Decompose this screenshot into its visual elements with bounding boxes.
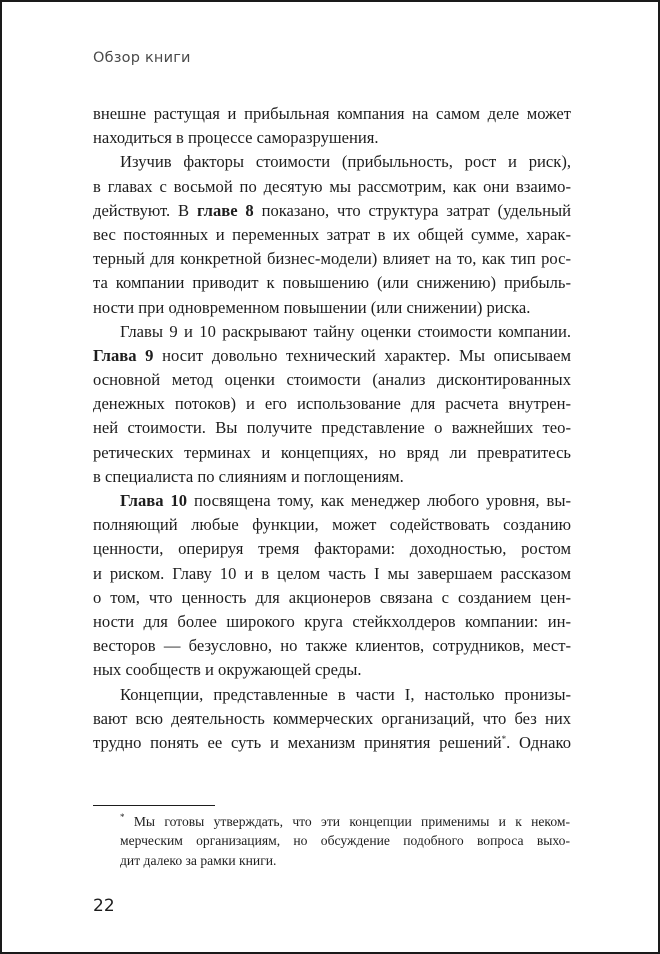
bold-chapter-ref: Глава 10 — [120, 491, 188, 510]
page-number: 22 — [93, 896, 115, 916]
text-line: находиться в процессе саморазрушения. — [93, 128, 379, 148]
bold-chapter-ref: Глава 9 — [93, 345, 154, 365]
text-line: ности при одновременном повышении (или снижении) риска. — [93, 297, 531, 317]
text-line: ных сообществ и окружающей среды. — [93, 660, 362, 680]
footnote-marker[interactable]: * — [501, 733, 507, 744]
footnote-line: мерческим организациям, но обсуждение подобного вопроса выхо- — [120, 833, 570, 849]
footnote-line — [120, 812, 570, 831]
running-head: Обзор книги — [93, 50, 191, 66]
text-line — [93, 344, 571, 368]
text-line: вают всю деятельность коммерческих организаций, что без них — [93, 708, 571, 728]
text-fragment: действуют. В — [93, 200, 197, 220]
text-line: терный для конкретной бизнес-модели) влияет на то, как тип рос- — [93, 249, 571, 269]
body-text — [93, 102, 571, 755]
footnote — [120, 812, 570, 870]
text-line: внешне растущая и прибыльная компания на самом деле может — [93, 104, 571, 123]
text-line: о том, что ценность для акционеров связана с созданием цен- — [93, 587, 571, 607]
text-line: весторов — безусловно, но также клиентов, сотрудников, мест- — [93, 636, 571, 656]
text-line: Изучив факторы стоимости (прибыльность, рост и риск), — [120, 152, 571, 172]
footnote-mark: * — [120, 812, 125, 822]
text-line — [93, 731, 571, 755]
text-line: полняющий любые функции, может содействовать созданию — [93, 515, 571, 535]
text-line: Главы 9 и 10 раскрывают тайну оценки стоимости компании. — [120, 321, 571, 341]
text-line: ретических терминах и концепциях, но вряд ли превратитесь — [93, 442, 571, 462]
text-fragment: посвящена тому, как менеджер любого уровня, вы- — [194, 491, 571, 510]
text-fragment: трудно понять ее суть и механизм принятия решений — [93, 732, 502, 752]
bold-chapter-ref: главе 8 — [196, 200, 254, 220]
text-line — [93, 489, 571, 513]
text-line — [93, 199, 571, 223]
text-fragment: показано, что структура затрат (удельный — [261, 200, 571, 220]
text-line: в главах с восьмой по десятую мы рассмотрим, как они взаимо- — [93, 176, 571, 196]
text-fragment: . Однако — [506, 732, 572, 752]
text-line: ценности, оперируя тремя факторами: доходностью, ростом — [93, 539, 571, 559]
text-line: Концепции, представленные в части I, настолько пронизы- — [120, 684, 571, 704]
text-fragment: носит довольно технический характер. Мы описываем — [162, 345, 572, 365]
text-line: вес постоянных и переменных затрат в их общей сумме, харак- — [93, 224, 571, 244]
text-line: и риском. Главу 10 и в целом часть I мы завершаем рассказом — [93, 563, 571, 583]
text-line: денежных потоков) и его использование для расчета внутрен- — [93, 394, 571, 414]
text-line: ней стоимости. Вы получите представление о важнейших тео- — [93, 418, 571, 438]
text-line: та компании приводит к повышению (или снижению) прибыль- — [93, 273, 571, 293]
footnote-line: дит далеко за рамки книги. — [120, 852, 277, 868]
text-line: ности для более широкого круга стейкхолдеров компании: ин- — [93, 611, 571, 631]
footnote-rule — [93, 805, 215, 806]
text-line: в специалиста по слияниям и поглощениям. — [93, 466, 404, 486]
text-fragment: Мы готовы утверждать, что эти концепции применимы и к неком- — [133, 814, 570, 829]
text-line: основной метод оценки стоимости (анализ дисконтированных — [93, 370, 571, 390]
